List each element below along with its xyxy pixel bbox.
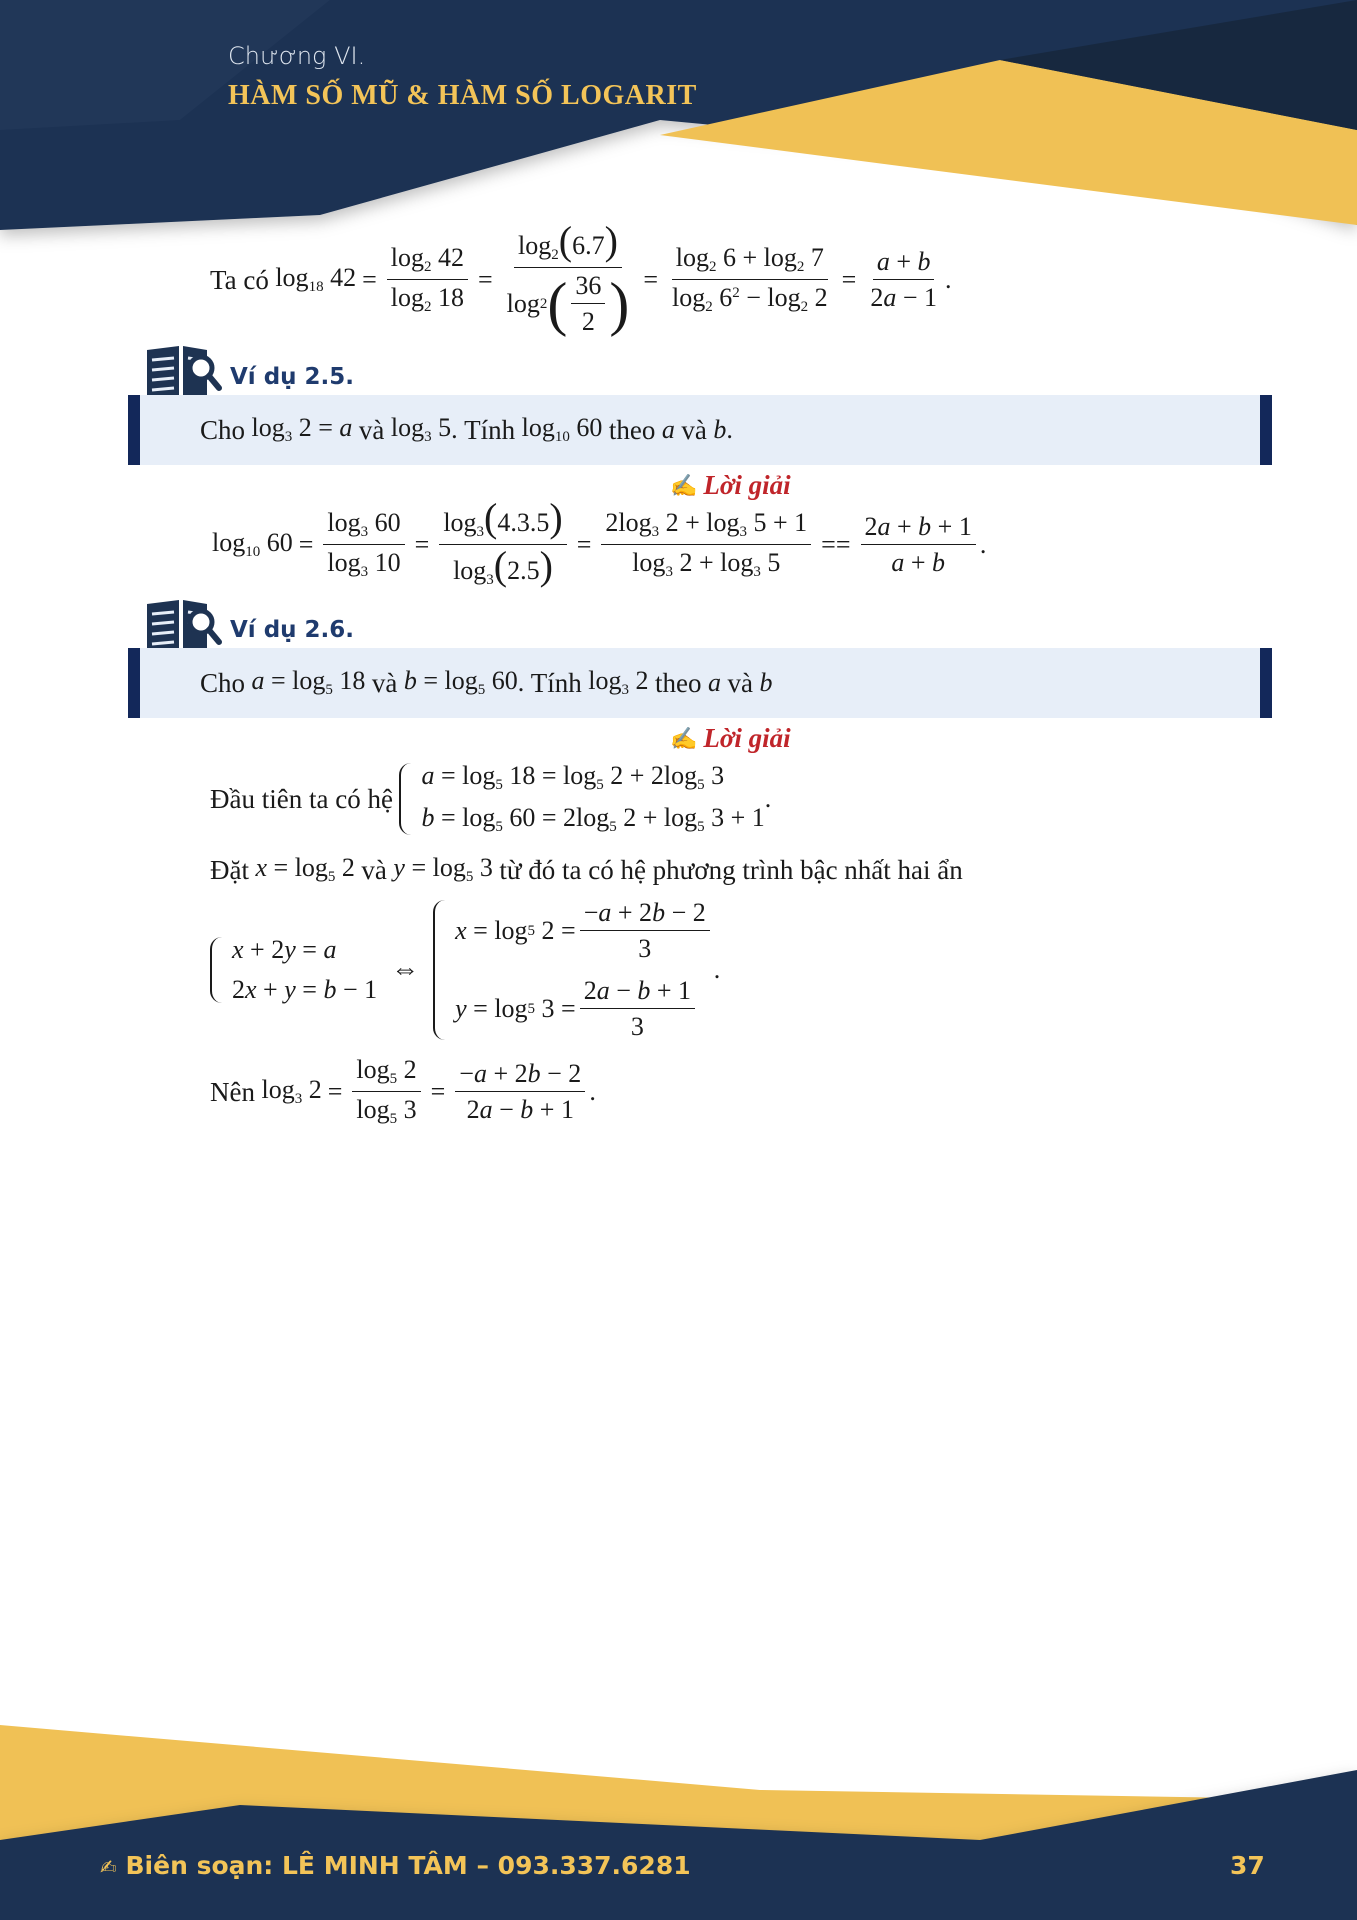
example-2-6-solution-label: Lời giải [703, 723, 791, 753]
step2-and: và [361, 854, 387, 885]
footer-author-text: Biên soạn: LÊ MINH TÂM – 093.337.6281 [125, 1851, 691, 1880]
example-2-6-compute: Tính [530, 667, 582, 698]
footer-author [100, 1851, 691, 1880]
example-2-6-theo: theo [655, 667, 702, 698]
example-2-6-and-2: và [727, 667, 753, 698]
example-2-5-cho: Cho [200, 414, 246, 445]
example-2-6-label: Ví dụ 2.6. [230, 617, 355, 643]
book-search-icon [143, 342, 223, 402]
example-2-6-solution-heading [670, 723, 791, 754]
pencil-icon: ✍ [670, 472, 698, 498]
book-search-icon-2 [143, 596, 223, 656]
example-2-5-and: và [358, 414, 385, 445]
page-number: 37 [1230, 1851, 1265, 1880]
example-2-5-theo: theo [608, 414, 656, 445]
example-2-5-and-2: và [681, 414, 707, 445]
step1-text: Đầu tiên ta có hệ [210, 783, 393, 814]
example-2-6-step2: Đặt $x = \log_5 2$ và $y = \log_5 3$ từ đó ta có hệ phương trình bậc nhất hai ẩn [210, 853, 963, 885]
pen-icon: ✍ [100, 1855, 117, 1879]
example-2-5-problem: Cho $\log_3 2 = a$ và $\log_3 5$ . Tính $\log_{10} 60$ theo a và b . [200, 413, 733, 445]
example-2-6-problem: Cho $a = \log_5 18$ và $b = \log_5 60$ . Tính $\log_3 2$ theo a và b [200, 666, 773, 698]
example-2-6-conclusion: Nên $\log_3 2$ = $\frac{\log_5 2}{\log_5 3}$ = $\frac{-a + 2b - 2}{2a - b + 1}$ . [210, 1055, 596, 1127]
chapter-number: Chương VI. [228, 42, 366, 70]
step2-suffix: từ đó ta có hệ phương trình bậc nhất hai ẩn [499, 854, 963, 885]
example-2-5-solution: $\log_{10} 60$ = $\frac{\log_3 60}{\log_3 10}$ = $\frac{\log_3(4.3.5)}{\log_3(2.5)}$ = $\frac{2\log_3 2 + \log_3 5 + 1}{\log_3 2 + \log_3 5}$ == $\frac{2a + b + 1}{a + b}$ . [212, 495, 987, 588]
pencil-icon-2: ✍ [670, 725, 698, 751]
example-2-5-label: Ví dụ 2.5. [230, 364, 355, 390]
example-2-6-step1: Đầu tiên ta có hệ $a = \log_5 18 = \log_5 2 + 2\log_5$ 3 $b = \log_5 60 = 2\log_5$ $2 + \log_5 3 + 1$ . [210, 761, 772, 835]
step2-prefix: Đặt [210, 854, 249, 885]
conclusion-text: Nên [210, 1076, 255, 1107]
chapter-title: HÀM SỐ MŨ & HÀM SỐ LOGARIT [228, 80, 697, 111]
intro-lead: Ta có [210, 264, 269, 295]
example-2-6-cho: Cho [200, 667, 246, 698]
example-2-6-system: x + 2y = a 2x + y = b − 1 ⇔ x = log 5 2 = $\frac{-a + 2b - 2}{3}$ y = log 5 3 = $\frac{2a - b + 1}{3}$ . [210, 900, 720, 1040]
example-2-5-compute: Tính [464, 414, 516, 445]
example-2-6-and: và [371, 667, 398, 698]
intro-formula: Ta có $\log_{18} 42$ = $\frac{\log_2 42}{\log_2 18}$ = $\log_2(6.7)$ log 2 ( $\frac{36}{2}$ ) = $\frac{\log_2 6 + \log_2 7}{\log_2 6^2 - \log_2 2}$ = $\frac{a + b}{2a - 1}$ . [210, 218, 952, 337]
example-2-5-solution-label: Lời giải [703, 470, 791, 500]
example-2-5-solution-heading [670, 470, 791, 501]
